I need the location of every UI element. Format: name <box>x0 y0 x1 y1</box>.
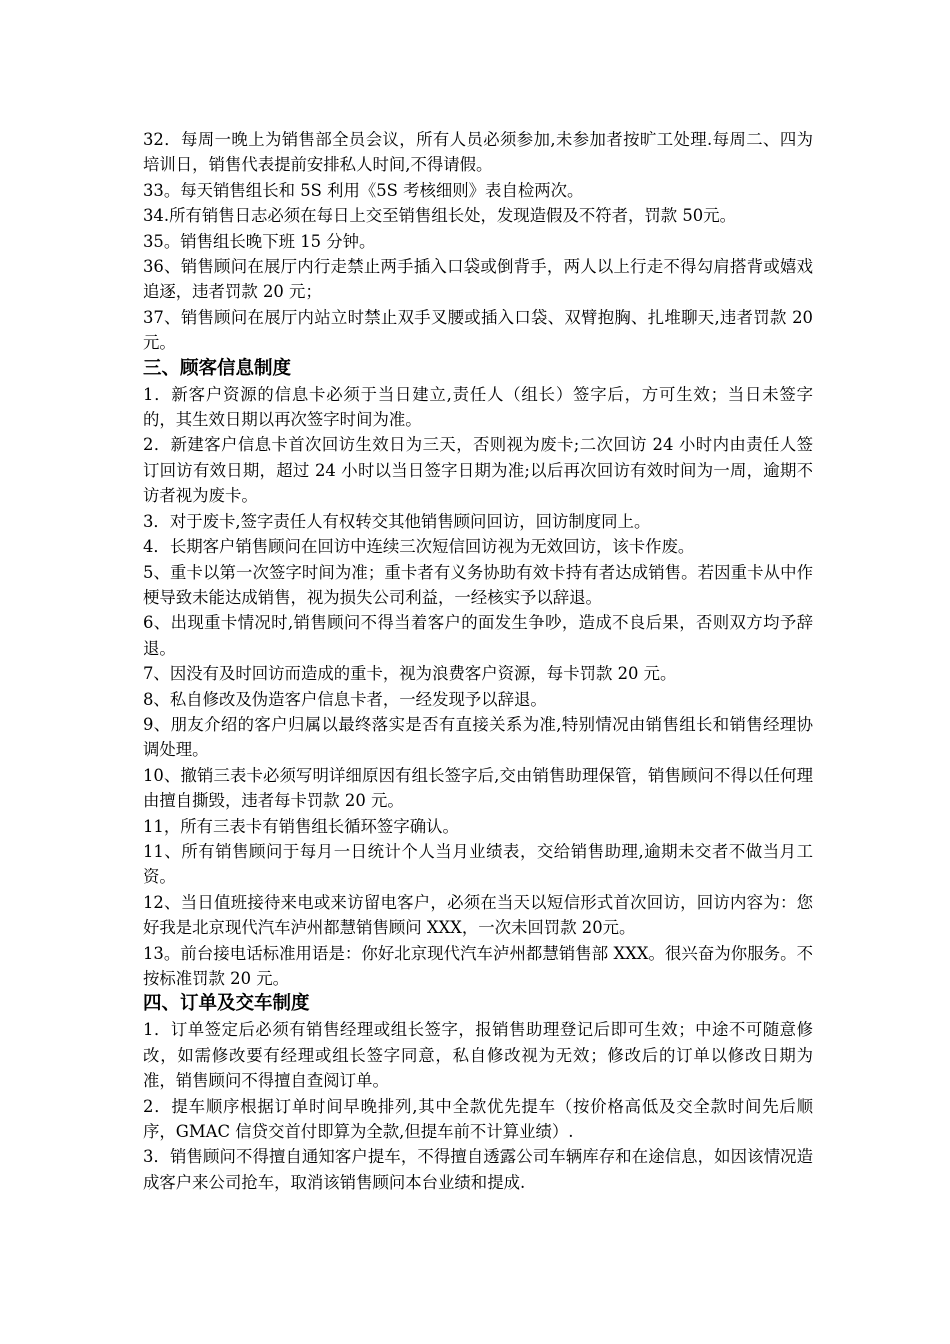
order-rule-1: 1．订单签定后必须有销售经理或组长签字，报销售助理登记后即可生效；中途不可随意修改，如需修改要有经理或组长签字同意，私自修改视为无效；修改后的订单以修改日期为准，销售顾问不得擅自查阅订单。 <box>143 1020 813 1091</box>
customer-rule-1: 1．新客户资源的信息卡必须于当日建立,责任人（组长）签字后，方可生效；当日未签字的，其生效日期以再次签字时间为准。 <box>143 384 813 430</box>
customer-rule-9: 9、朋友介绍的客户归属以最终落实是否有直接关系为准,特别情况由销售组长和销售经理协调处理。 <box>143 714 813 760</box>
customer-rule-6: 6、出现重卡情况时,销售顾问不得当着客户的面发生争吵，造成不良后果，否则双方均予辞退。 <box>143 613 813 658</box>
rule-paragraph-37: 37、销售顾问在展厅内站立时禁止双手叉腰或插入口袋、双臂抱胸、扎堆聊天,违者罚款 20 元。 <box>143 307 813 353</box>
rule-paragraph-32: 32．每周一晚上为销售部全员会议，所有人员必须参加,未参加者按旷工处理.每周二、四为培训日，销售代表提前安排私人时间,不得请假。 <box>143 130 813 175</box>
customer-rule-7: 7、因没有及时回访而造成的重卡，视为浪费客户资源，每卡罚款 20 元。 <box>143 664 677 684</box>
customer-rule-10: 10、撤销三表卡必须写明详细原因有组长签字后,交由销售助理保管，销售顾问不得以任何理由擅自撕毁，违者每卡罚款 20 元。 <box>143 765 813 811</box>
customer-rule-13: 13。前台接电话标准用语是：你好北京现代汽车泸州都慧销售部 XXX。很兴奋为你服务。不按标准罚款 20 元。 <box>143 943 813 988</box>
customer-rule-5: 5、重卡以第一次签字时间为准；重卡者有义务协助有效卡持有者达成销售。若因重卡从中作梗导致未能达成销售，视为损失公司利益，一经核实予以辞退。 <box>143 562 813 607</box>
rule-paragraph-36: 36、销售顾问在展厅内行走禁止两手插入口袋或倒背手，两人以上行走不得勾肩搭背或嬉戏追逐，违者罚款 20 元； <box>143 257 813 302</box>
rule-paragraph-33: 33。每天销售组长和 5S 利用《5S 考核细则》表自检两次。 <box>143 180 584 200</box>
order-rule-2: 2．提车顺序根据订单时间早晚排列,其中全款优先提车（按价格高低及交全款时间先后顺序，GMAC 信贷交首付即算为全款,但提车前不计算业绩）. <box>143 1096 813 1142</box>
section-heading-customer-info: 三、顾客信息制度 <box>143 357 292 379</box>
order-rule-3: 3．销售顾问不得擅自通知客户提车，不得擅自透露公司车辆库存和在途信息，如因该情况造成客户来公司抢车，取消该销售顾问本台业绩和提成. <box>143 1147 813 1192</box>
customer-rule-11b: 11、所有销售顾问于每月一日统计个人当月业绩表，交给销售助理,逾期未交者不做当月工资。 <box>143 841 813 887</box>
rule-paragraph-34: 34.所有销售日志必须在每日上交至销售组长处，发现造假及不符者，罚款 50元。 <box>143 206 737 226</box>
customer-rule-12: 12、当日值班接待来电或来访留电客户，必须在当天以短信形式首次回访，回访内容为：您好我是北京现代汽车泸州都慧销售顾问 XXX，一次未回罚款 20元。 <box>143 892 813 938</box>
rule-paragraph-35: 35。销售组长晚下班 15 分钟。 <box>143 231 376 251</box>
customer-rule-8: 8、私自修改及伪造客户信息卡者，一经发现予以辞退。 <box>143 689 547 709</box>
customer-rule-3: 3．对于废卡,签字责任人有权转交其他销售顾问回访，回访制度同上。 <box>143 511 651 531</box>
customer-rule-11a: 11，所有三表卡有销售组长循环签字确认。 <box>143 816 459 836</box>
document-page <box>143 127 813 1195</box>
customer-rule-4: 4．长期客户销售顾问在回访中连续三次短信回访视为无效回访，该卡作废。 <box>143 537 695 557</box>
customer-rule-2: 2．新建客户信息卡首次回访生效日为三天，否则视为废卡;二次回访 24 小时内由责任人签订回访有效日期，超过 24 小时以当日签字日期为准;以后再次回访有效时间为一周，逾期不访者视为废卡。 <box>143 435 813 506</box>
section-heading-order-delivery: 四、订单及交车制度 <box>143 993 310 1015</box>
